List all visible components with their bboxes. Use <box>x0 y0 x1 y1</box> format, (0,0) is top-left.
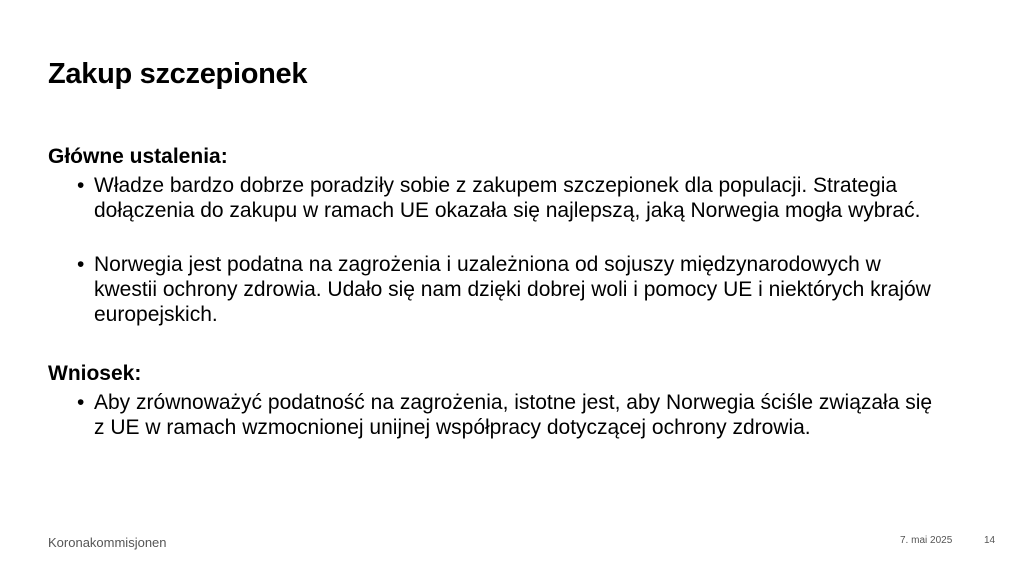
footer-organization: Koronakommisjonen <box>48 535 167 550</box>
bullet-marker: • <box>77 391 85 414</box>
section-conclusion <box>48 360 948 440</box>
section-heading: Główne ustalenia: <box>48 145 228 168</box>
slide-title: Zakup szczepionek <box>48 58 308 90</box>
bullet-text: Aby zrównoważyć podatność na zagrożenia, istotne jest, aby Norwegia ściśle związała się z UE w ramach wzmocnionej unijnej współpracy dotyczącej ochrony zdrowia. <box>94 391 933 439</box>
bullet-marker: • <box>77 253 85 276</box>
bullet-text: Władze bardzo dobrze poradziły sobie z zakupem szczepionek dla populacji. Strategia dołączenia do zakupu w ramach UE okazała się najlepszą, jaką Norwegia mogła wybrać. <box>94 174 921 222</box>
footer-date: 7. mai 2025 <box>900 535 953 546</box>
footer-page-number: 14 <box>984 535 996 546</box>
section-key-findings <box>48 143 948 327</box>
section-heading: Wniosek: <box>48 362 142 385</box>
bullet-text: Norwegia jest podatna na zagrożenia i uzależniona od sojuszy międzynarodowych w kwestii ochrony zdrowia. Udało się nam dzięki dobrej woli i pomocy UE i niektórych krajów europejskich. <box>94 253 931 326</box>
bullet-item <box>48 252 948 327</box>
slide-content <box>48 143 948 440</box>
bullet-list <box>48 173 948 327</box>
bullet-item <box>48 173 948 223</box>
bullet-item <box>48 390 948 440</box>
bullet-list <box>48 390 948 440</box>
bullet-marker: • <box>77 174 85 197</box>
